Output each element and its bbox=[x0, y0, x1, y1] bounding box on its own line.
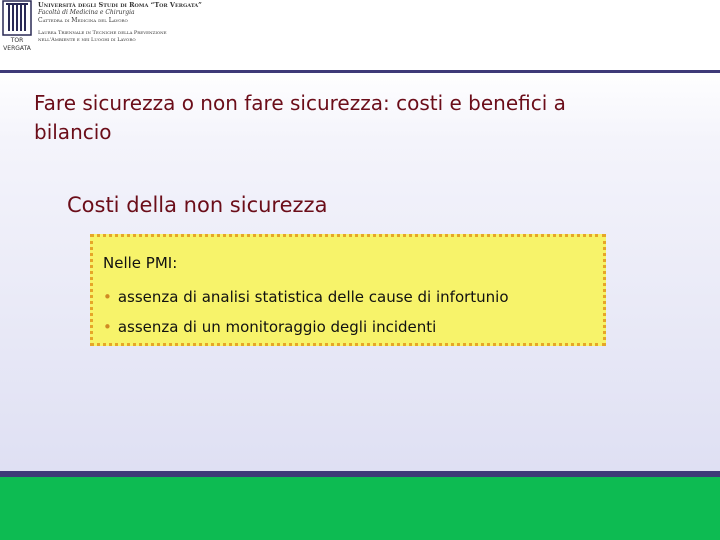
slide-title: Fare sicurezza o non fare sicurezza: costi e benefici a bilancio bbox=[34, 91, 566, 144]
bullet-text: assenza di un monitoraggio degli incidenti bbox=[117, 318, 437, 336]
box-heading: Nelle PMI: bbox=[103, 254, 178, 272]
highlight-box bbox=[90, 234, 606, 346]
course-name-line2: nell'Ambiente e nei Luoghi di Lavoro bbox=[38, 37, 136, 43]
chair-name: Cattedra di Medicina del Lavoro bbox=[38, 17, 128, 24]
bullet-text: assenza di analisi statistica delle cause di infortunio bbox=[117, 288, 509, 306]
list-item bbox=[103, 317, 436, 337]
footer-band bbox=[0, 477, 720, 540]
slide-subtitle: Costi della non sicurezza bbox=[67, 193, 328, 217]
logo-caption: TOR VERGATA bbox=[3, 37, 31, 52]
header bbox=[0, 0, 720, 70]
bullet-icon: • bbox=[103, 318, 112, 336]
faculty-name: Facoltà di Medicina e Chirurgia bbox=[38, 9, 135, 16]
course-name-line1: Laurea Triennale in Tecniche della Prevenzione bbox=[38, 30, 167, 36]
top-divider bbox=[0, 70, 720, 73]
university-name: Università degli Studi di Roma “Tor Vergata” bbox=[38, 1, 202, 9]
university-logo-icon bbox=[0, 0, 34, 52]
institution-block bbox=[38, 1, 202, 44]
list-item bbox=[103, 287, 509, 307]
bullet-icon: • bbox=[103, 288, 112, 306]
